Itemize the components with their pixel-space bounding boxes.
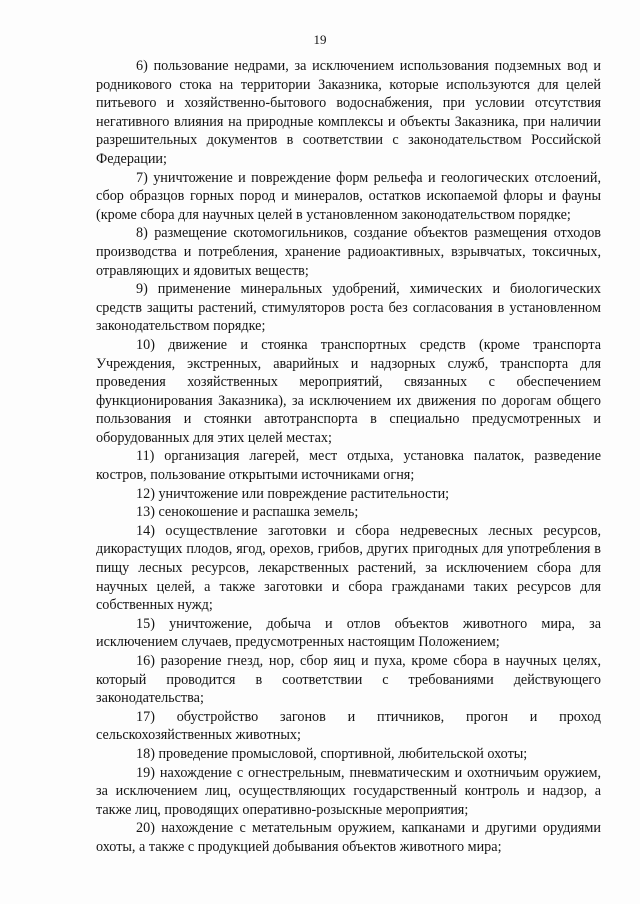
paragraph-item-11: 11) организация лагерей, мест отдыха, установка палаток, разведение костров, пользование открытыми источниками огня; [96,448,601,484]
paragraph-item-18: 18) проведение промысловой, спортивной, любительской охоты; [136,745,528,762]
paragraph-item-16: 16) разорение гнезд, нор, сбор яиц и пуха, кроме сбора в научных целях, который проводится в соответствии с требованиями действующего законодательства; [96,653,601,707]
page-number: 19 [313,32,327,47]
paragraph-item-8: 8) размещение скотомогильников, создание объектов размещения отходов производства и потребления, хранение радиоактивных, взрывчатых, токсичных, отравляющих и ядовитых веществ; [96,225,601,279]
document-body [96,57,601,857]
paragraph-item-10: 10) движение и стоянка транспортных средств (кроме транспорта Учреждения, экстренных, аварийных и надзорных служб, транспорта для проведения хозяйственных мероприятий, связанных с обеспечением функционирования Заказника), за исключением их движения по дорогам общего пользования и стоянки автотранспорта в специально предусмотренных и оборудованных для этих целей местах; [96,336,601,446]
paragraph-item-14: 14) осуществление заготовки и сбора недревесных лесных ресурсов, дикорастущих плодов, ягод, орехов, грибов, других пригодных для употребления в пищу лесных ресурсов, лекарственных растений, за исключением сбора для научных целей, а также заготовки и сбора гражданами таких ресурсов для собственных нужд; [96,522,601,614]
paragraph-item-13: 13) сенокошение и распашка земель; [136,504,359,521]
paragraph-item-17: 17) обустройство загонов и птичников, прогон и проход сельскохозяйственных животных; [96,708,601,744]
paragraph-item-12: 12) уничтожение или повреждение растительности; [136,485,450,502]
paragraph-item-6: 6) пользование недрами, за исключением использования подземных вод и родникового стока на территории Заказника, которые используются для целей питьевого и хозяйственно-бытового водоснабжения, при условии отсутствия негативного влияния на природные комплексы и объекты Заказника, при наличии разрешительных документов в соответствии с законодательством Российской Федерации; [96,58,601,167]
paragraph-item-15: 15) уничтожение, добыча и отлов объектов животного мира, за исключением случаев, предусмотренных настоящим Положением; [96,615,601,651]
paragraph-item-20: 20) нахождение с метательным оружием, капканами и другими орудиями охоты, а также с продукцией добывания объектов животного мира; [96,820,601,855]
paragraph-item-7: 7) уничтожение и повреждение форм рельефа и геологических отслоений, сбор образцов горных пород и минералов, остатков ископаемой флоры и фауны (кроме сбора для научных целей в установленном законодательством порядке; [96,169,601,223]
paragraph-item-9: 9) применение минеральных удобрений, химических и биологических средств защиты растений, стимуляторов роста без согласования в установленном законодательством порядке; [96,281,601,335]
paragraph-item-19: 19) нахождение с огнестрельным, пневматическим и охотничьим оружием, за исключением лиц, осуществляющих государственный контроль и надзор, а также лиц, проводящих оперативно-розыскные мероприятия; [96,764,601,818]
